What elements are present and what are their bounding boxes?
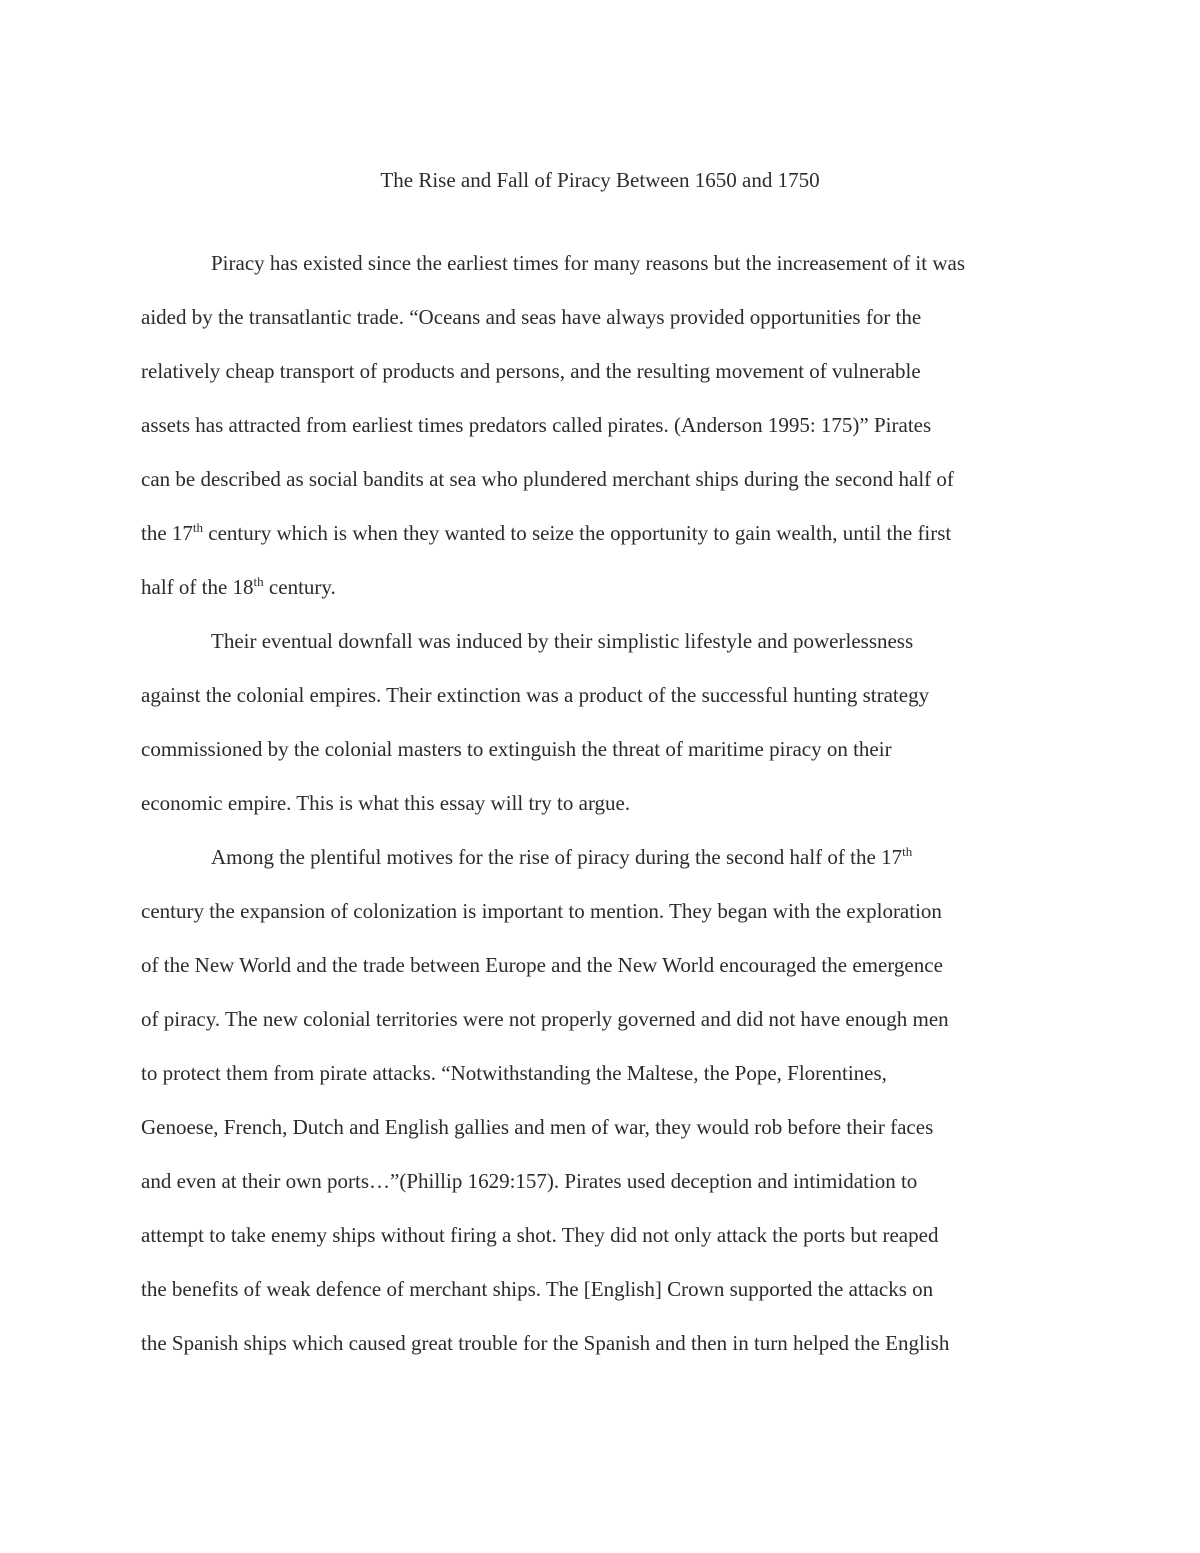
text-run: can be described as social bandits at sea who plundered merchant ships during the second half of [141, 467, 954, 491]
text-run: assets has attracted from earliest times predators called pirates. (Anderson 1995: 175)” Pirates [141, 413, 932, 437]
text-run: the 17 [141, 521, 193, 545]
ordinal-superscript: th [253, 574, 264, 589]
text-line [141, 884, 1061, 938]
text-run: economic empire. This is what this essay will try to argue. [141, 791, 631, 815]
text-run: century which is when they wanted to seize the opportunity to gain wealth, until the first [203, 521, 952, 545]
text-run: century the expansion of colonization is important to mention. They began with the exploration [141, 899, 942, 923]
text-line [141, 938, 1061, 992]
text-run: the Spanish ships which caused great trouble for the Spanish and then in turn helped the English [141, 1331, 950, 1355]
text-run: aided by the transatlantic trade. “Oceans and seas have always provided opportunities for the [141, 305, 922, 329]
text-run: Piracy has existed since the earliest times for many reasons but the increasement of it was [211, 251, 966, 275]
paragraph [141, 830, 1061, 1370]
text-run: half of the 18 [141, 575, 254, 599]
text-line [141, 344, 1061, 398]
text-line [141, 1316, 1061, 1370]
text-run: Genoese, French, Dutch and English gallies and men of war, they would rob before their faces [141, 1115, 934, 1139]
text-line [141, 1208, 1061, 1262]
ordinal-superscript: th [192, 520, 204, 535]
text-line [141, 1046, 1061, 1100]
text-run: Their eventual downfall was induced by their simplistic lifestyle and powerlessness [211, 629, 914, 653]
text-run: of piracy. The new colonial territories were not properly governed and did not have enough men [141, 1007, 949, 1031]
text-run: relatively cheap transport of products and persons, and the resulting movement of vulnerable [141, 359, 921, 383]
text-line [141, 830, 1061, 884]
text-run: the benefits of weak defence of merchant ships. The [English] Crown supported the attacks on [141, 1277, 934, 1301]
text-run: attempt to take enemy ships without firing a shot. They did not only attack the ports but reaped [141, 1223, 939, 1247]
text-run: Among the plentiful motives for the rise of piracy during the second half of the 17 [211, 845, 903, 869]
text-run: to protect them from pirate attacks. “Notwithstanding the Maltese, the Pope, Florentines, [141, 1061, 887, 1085]
text-line [141, 398, 1061, 452]
text-line [141, 452, 1061, 506]
ordinal-superscript: th [902, 844, 913, 859]
text-line [141, 236, 1061, 290]
text-line [141, 776, 1061, 830]
document-title: The Rise and Fall of Piracy Between 1650 and 1750 [380, 168, 820, 192]
text-line [141, 506, 1061, 560]
text-run: of the New World and the trade between Europe and the New World encouraged the emergence [141, 953, 943, 977]
text-line [141, 614, 1061, 668]
text-line [141, 1154, 1061, 1208]
text-line [141, 668, 1061, 722]
text-line [141, 992, 1061, 1046]
paragraph [141, 236, 1061, 614]
text-line [141, 722, 1061, 776]
text-line [141, 1100, 1061, 1154]
text-run: century. [263, 575, 336, 599]
document-body [141, 236, 1061, 1370]
paragraph [141, 614, 1061, 830]
text-line [141, 1262, 1061, 1316]
text-line [141, 290, 1061, 344]
text-run: against the colonial empires. Their extinction was a product of the successful hunting strategy [141, 683, 930, 707]
text-line [141, 560, 1061, 614]
text-run: and even at their own ports…”(Phillip 1629:157). Pirates used deception and intimidation to [141, 1169, 918, 1193]
text-run: commissioned by the colonial masters to extinguish the threat of maritime piracy on their [141, 737, 892, 761]
